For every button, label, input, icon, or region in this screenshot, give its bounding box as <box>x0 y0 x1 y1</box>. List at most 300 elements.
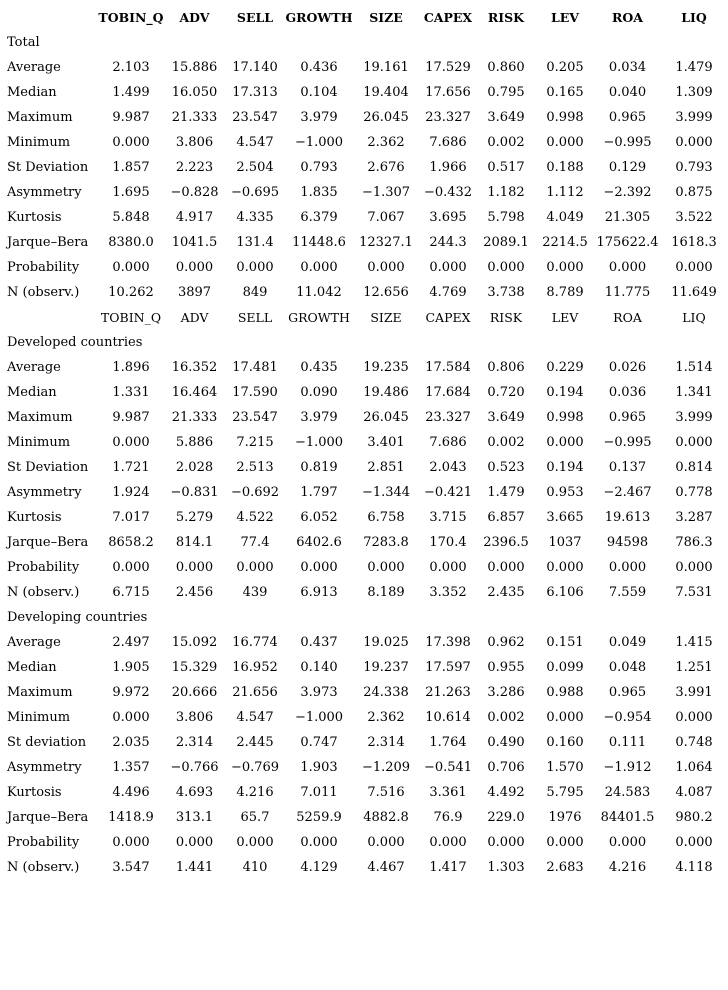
cell-lev: 0.000 <box>546 560 584 575</box>
cell-size: 7.516 <box>367 785 405 800</box>
cell-capex: 76.9 <box>433 810 463 825</box>
column-header-growth: GROWTH <box>285 10 353 25</box>
cell-tobin-q: 0.000 <box>112 560 150 575</box>
row-label: Probability <box>7 835 80 850</box>
cell-roa: 0.129 <box>608 160 647 175</box>
table-row <box>0 630 728 655</box>
cell-lev: 0.099 <box>546 660 584 675</box>
cell-roa: 0.000 <box>608 260 647 275</box>
cell-roa: −2.392 <box>603 185 652 200</box>
column-header-growth: GROWTH <box>288 310 350 325</box>
cell-size: 24.338 <box>363 685 409 700</box>
cell-roa: 0.000 <box>608 835 647 850</box>
cell-growth: 0.000 <box>300 560 338 575</box>
cell-liq: 1.251 <box>675 660 713 675</box>
cell-liq: 1.064 <box>675 760 713 775</box>
table-row <box>0 405 728 430</box>
cell-lev: 0.151 <box>546 635 584 650</box>
cell-sell: 17.481 <box>232 360 278 375</box>
cell-tobin-q: 0.000 <box>112 710 150 725</box>
cell-lev: 0.160 <box>546 735 584 750</box>
cell-adv: 16.352 <box>171 360 218 375</box>
cell-capex: 3.715 <box>429 510 467 525</box>
cell-sell: 77.4 <box>240 535 270 550</box>
cell-risk: 0.000 <box>487 260 525 275</box>
cell-lev: 1037 <box>548 535 582 550</box>
cell-size: 7.067 <box>367 210 405 225</box>
cell-risk: 3.649 <box>487 410 525 425</box>
cell-lev: 0.000 <box>546 835 584 850</box>
cell-adv: 16.050 <box>171 85 218 100</box>
cell-liq: 1.309 <box>675 85 713 100</box>
cell-tobin-q: 3.547 <box>112 860 150 875</box>
cell-growth: 0.819 <box>300 460 338 475</box>
cell-lev: 1.570 <box>546 760 584 775</box>
cell-sell: 849 <box>242 285 268 300</box>
cell-size: 19.237 <box>363 660 409 675</box>
cell-capex: 17.656 <box>425 85 471 100</box>
cell-growth: 0.436 <box>300 60 338 75</box>
cell-capex: −0.421 <box>423 485 473 500</box>
column-header-liq: LIQ <box>682 310 706 325</box>
table-row <box>0 480 728 505</box>
cell-adv: 21.333 <box>171 410 218 425</box>
cell-adv: 0.000 <box>175 560 214 575</box>
cell-sell: 65.7 <box>240 810 270 825</box>
cell-tobin-q: 4.496 <box>112 785 150 800</box>
row-label: Average <box>7 635 61 650</box>
cell-capex: 17.684 <box>425 385 471 400</box>
cell-sell: 2.504 <box>236 160 274 175</box>
cell-sell: −0.692 <box>230 485 280 500</box>
cell-sell: −0.769 <box>230 760 280 775</box>
cell-risk: 2089.1 <box>483 235 529 250</box>
cell-growth: 1.903 <box>300 760 338 775</box>
cell-adv: 15.092 <box>171 635 218 650</box>
cell-growth: 6.052 <box>300 510 338 525</box>
cell-sell: 2.445 <box>236 735 274 750</box>
cell-roa: 21.305 <box>604 210 651 225</box>
cell-sell: 16.952 <box>232 660 278 675</box>
cell-liq: 0.875 <box>675 185 713 200</box>
cell-risk: 0.490 <box>487 735 525 750</box>
table-row <box>0 580 728 605</box>
table-row <box>0 855 728 880</box>
cell-roa: 11.775 <box>604 285 651 300</box>
cell-risk: 1.182 <box>487 185 525 200</box>
cell-lev: 0.000 <box>546 135 584 150</box>
cell-adv: 814.1 <box>175 535 214 550</box>
table-row <box>0 105 728 130</box>
cell-liq: 1.341 <box>675 385 713 400</box>
cell-growth: 3.973 <box>300 685 338 700</box>
cell-roa: 0.048 <box>608 660 647 675</box>
cell-tobin-q: 1.924 <box>112 485 150 500</box>
cell-adv: 2.456 <box>175 585 214 600</box>
cell-size: 26.045 <box>363 410 409 425</box>
cell-liq: 0.778 <box>675 485 713 500</box>
cell-tobin-q: 1.499 <box>112 85 150 100</box>
cell-capex: 4.769 <box>429 285 467 300</box>
cell-capex: 21.263 <box>425 685 471 700</box>
cell-liq: 0.000 <box>675 710 713 725</box>
column-header-tobin-q: TOBIN_Q <box>98 10 164 25</box>
cell-liq: 0.000 <box>675 260 713 275</box>
cell-tobin-q: 6.715 <box>112 585 150 600</box>
cell-risk: 0.860 <box>487 60 525 75</box>
row-label: Probability <box>7 560 80 575</box>
cell-size: 2.851 <box>367 460 405 475</box>
cell-growth: 6.913 <box>300 585 338 600</box>
column-header-capex: CAPEX <box>425 310 471 325</box>
cell-adv: 20.666 <box>171 685 218 700</box>
cell-risk: 0.523 <box>487 460 525 475</box>
cell-lev: 0.229 <box>546 360 584 375</box>
cell-sell: 4.522 <box>236 510 274 525</box>
cell-tobin-q: 1.721 <box>112 460 150 475</box>
cell-tobin-q: 8380.0 <box>108 235 154 250</box>
table-row <box>0 205 728 230</box>
cell-tobin-q: 1.857 <box>112 160 150 175</box>
section-title: Developed countries <box>7 335 143 350</box>
cell-capex: 0.000 <box>429 260 467 275</box>
cell-roa: 0.034 <box>608 60 647 75</box>
cell-liq: 0.000 <box>675 835 713 850</box>
row-label: St Deviation <box>7 160 89 175</box>
row-label: Maximum <box>7 410 73 425</box>
cell-roa: −2.467 <box>603 485 652 500</box>
table-row <box>0 780 728 805</box>
section-title: Total <box>7 35 40 50</box>
cell-risk: 229.0 <box>487 810 525 825</box>
cell-lev: 2.683 <box>546 860 584 875</box>
cell-lev: 0.998 <box>546 410 584 425</box>
cell-capex: 3.361 <box>429 785 467 800</box>
cell-adv: 4.917 <box>175 210 214 225</box>
cell-roa: 0.000 <box>608 560 647 575</box>
cell-tobin-q: 1418.9 <box>108 810 154 825</box>
cell-growth: 0.435 <box>300 360 338 375</box>
cell-roa: 0.137 <box>608 460 647 475</box>
cell-liq: 0.000 <box>675 435 713 450</box>
table-row <box>0 155 728 180</box>
cell-roa: 94598 <box>606 535 649 550</box>
cell-size: 19.404 <box>363 85 409 100</box>
cell-capex: 10.614 <box>425 710 471 725</box>
cell-sell: 4.335 <box>236 210 274 225</box>
cell-adv: 16.464 <box>171 385 218 400</box>
header-spacer <box>0 305 98 330</box>
cell-size: 0.000 <box>367 835 405 850</box>
row-label: Jarque–Bera <box>7 235 89 250</box>
cell-risk: 0.706 <box>487 760 525 775</box>
cell-lev: 0.000 <box>546 710 584 725</box>
cell-lev: 0.000 <box>546 260 584 275</box>
column-header-roa: ROA <box>612 10 643 25</box>
cell-size: −1.307 <box>361 185 411 200</box>
cell-lev: 8.789 <box>546 285 584 300</box>
cell-growth: −1.000 <box>294 710 344 725</box>
cell-risk: 1.479 <box>487 485 525 500</box>
cell-lev: 4.049 <box>546 210 584 225</box>
cell-liq: 786.3 <box>675 535 713 550</box>
cell-roa: −0.995 <box>603 435 652 450</box>
column-header-size: SIZE <box>369 10 403 25</box>
cell-liq: 3.999 <box>675 410 713 425</box>
cell-capex: 17.529 <box>425 60 471 75</box>
cell-lev: 0.194 <box>546 385 584 400</box>
cell-growth: 1.835 <box>300 185 338 200</box>
row-label: Jarque–Bera <box>7 535 89 550</box>
cell-adv: 2.314 <box>175 735 214 750</box>
cell-size: 8.189 <box>367 585 405 600</box>
table-row <box>0 755 728 780</box>
cell-capex: 23.327 <box>425 110 471 125</box>
cell-risk: 0.720 <box>487 385 525 400</box>
table-row <box>0 705 728 730</box>
cell-roa: 4.216 <box>608 860 647 875</box>
cell-lev: 2214.5 <box>542 235 588 250</box>
cell-growth: 0.747 <box>300 735 338 750</box>
cell-risk: 4.492 <box>487 785 525 800</box>
cell-liq: 4.118 <box>675 860 713 875</box>
cell-risk: 3.649 <box>487 110 525 125</box>
cell-roa: 0.049 <box>608 635 647 650</box>
cell-size: 4.467 <box>367 860 405 875</box>
cell-size: 3.401 <box>367 435 405 450</box>
cell-capex: 7.686 <box>429 135 467 150</box>
cell-adv: −0.766 <box>170 760 219 775</box>
cell-tobin-q: 1.357 <box>112 760 150 775</box>
cell-lev: 0.988 <box>546 685 584 700</box>
cell-roa: 0.111 <box>608 735 647 750</box>
cell-liq: 4.087 <box>675 785 713 800</box>
cell-growth: 0.437 <box>300 635 338 650</box>
row-label: N (observ.) <box>7 285 80 300</box>
cell-size: 19.025 <box>363 635 409 650</box>
cell-capex: 7.686 <box>429 435 467 450</box>
cell-sell: 439 <box>242 585 268 600</box>
cell-adv: 2.223 <box>175 160 214 175</box>
section-header-row <box>0 330 728 355</box>
table-row <box>0 505 728 530</box>
table-row <box>0 455 728 480</box>
cell-risk: 2.435 <box>487 585 525 600</box>
column-header-liq: LIQ <box>681 10 707 25</box>
column-header-row <box>0 5 728 30</box>
table-row <box>0 805 728 830</box>
cell-adv: 0.000 <box>175 260 214 275</box>
cell-lev: 0.000 <box>546 435 584 450</box>
table-row <box>0 355 728 380</box>
cell-roa: 24.583 <box>604 785 651 800</box>
cell-adv: 15.329 <box>171 660 218 675</box>
cell-size: 6.758 <box>367 510 405 525</box>
cell-lev: 0.165 <box>546 85 584 100</box>
cell-tobin-q: 0.000 <box>112 835 150 850</box>
cell-risk: 0.955 <box>487 660 525 675</box>
column-header-tobin-q: TOBIN_Q <box>100 310 162 325</box>
table-row <box>0 130 728 155</box>
table-row <box>0 230 728 255</box>
cell-sell: 21.656 <box>232 685 278 700</box>
cell-growth: 6.379 <box>300 210 338 225</box>
cell-size: 26.045 <box>363 110 409 125</box>
cell-sell: 17.590 <box>232 385 278 400</box>
row-label: Kurtosis <box>7 785 62 800</box>
column-header-adv: ADV <box>179 10 210 25</box>
cell-growth: 0.000 <box>300 260 338 275</box>
cell-capex: 244.3 <box>429 235 467 250</box>
row-label: Maximum <box>7 110 73 125</box>
column-header-adv: ADV <box>180 310 209 325</box>
column-header-roa: ROA <box>613 310 642 325</box>
cell-sell: 410 <box>242 860 268 875</box>
column-header-lev: LEV <box>550 10 579 25</box>
table-row <box>0 680 728 705</box>
cell-tobin-q: 9.987 <box>112 410 150 425</box>
row-label: Average <box>7 360 61 375</box>
cell-liq: 0.793 <box>675 160 713 175</box>
row-label: St deviation <box>7 735 87 750</box>
table-row <box>0 830 728 855</box>
row-label: St Deviation <box>7 460 89 475</box>
section-header-row <box>0 605 728 630</box>
cell-adv: 2.028 <box>175 460 214 475</box>
cell-roa: 0.036 <box>608 385 647 400</box>
cell-sell: 17.140 <box>232 60 278 75</box>
cell-tobin-q: 1.896 <box>112 360 150 375</box>
cell-adv: −0.831 <box>170 485 219 500</box>
cell-roa: 175622.4 <box>596 235 659 250</box>
cell-growth: 11.042 <box>296 285 342 300</box>
section-title: Developing countries <box>7 610 148 625</box>
cell-sell: −0.695 <box>230 185 280 200</box>
table-row <box>0 255 728 280</box>
cell-roa: 0.965 <box>608 410 647 425</box>
cell-risk: 0.002 <box>487 135 525 150</box>
cell-capex: 17.584 <box>425 360 471 375</box>
cell-capex: 170.4 <box>429 535 467 550</box>
cell-adv: 1041.5 <box>171 235 218 250</box>
cell-size: 2.362 <box>367 710 405 725</box>
cell-lev: 3.665 <box>546 510 584 525</box>
cell-growth: 0.000 <box>300 835 338 850</box>
cell-size: 0.000 <box>367 560 405 575</box>
cell-liq: 1618.3 <box>671 235 717 250</box>
cell-capex: 2.043 <box>429 460 467 475</box>
cell-risk: 0.000 <box>487 560 525 575</box>
cell-liq: 1.514 <box>675 360 713 375</box>
cell-risk: 0.000 <box>487 835 525 850</box>
cell-growth: 0.140 <box>300 660 338 675</box>
cell-tobin-q: 0.000 <box>112 435 150 450</box>
cell-adv: 4.693 <box>175 785 214 800</box>
cell-size: 0.000 <box>367 260 405 275</box>
cell-risk: 0.962 <box>487 635 525 650</box>
cell-sell: 4.547 <box>236 710 274 725</box>
cell-tobin-q: 2.103 <box>112 60 150 75</box>
cell-liq: 1.479 <box>675 60 713 75</box>
cell-capex: −0.541 <box>423 760 473 775</box>
row-label: Median <box>7 385 57 400</box>
cell-tobin-q: 0.000 <box>112 135 150 150</box>
cell-growth: 4.129 <box>300 860 338 875</box>
table-row <box>0 180 728 205</box>
cell-liq: 3.522 <box>675 210 713 225</box>
cell-adv: 1.441 <box>175 860 214 875</box>
cell-liq: 980.2 <box>675 810 713 825</box>
cell-tobin-q: 8658.2 <box>108 535 154 550</box>
cell-capex: 3.352 <box>429 585 467 600</box>
cell-growth: 0.104 <box>300 85 338 100</box>
cell-roa: −0.995 <box>603 135 652 150</box>
cell-roa: −0.954 <box>603 710 652 725</box>
row-label: Kurtosis <box>7 510 62 525</box>
cell-risk: 0.517 <box>487 160 525 175</box>
cell-sell: 4.547 <box>236 135 274 150</box>
table-body <box>0 5 728 880</box>
cell-liq: 0.748 <box>675 735 713 750</box>
cell-tobin-q: 2.497 <box>112 635 150 650</box>
cell-risk: 0.002 <box>487 710 525 725</box>
cell-roa: 19.613 <box>604 510 651 525</box>
cell-sell: 17.313 <box>232 85 278 100</box>
table-row <box>0 555 728 580</box>
cell-capex: 3.695 <box>429 210 467 225</box>
cell-lev: 1.112 <box>546 185 584 200</box>
cell-size: −1.209 <box>361 760 411 775</box>
row-label: Median <box>7 85 57 100</box>
cell-liq: 0.000 <box>675 135 713 150</box>
row-label: Kurtosis <box>7 210 62 225</box>
column-header-sell: SELL <box>237 310 273 325</box>
table-row <box>0 655 728 680</box>
table-row <box>0 55 728 80</box>
cell-roa: 0.965 <box>608 685 647 700</box>
cell-growth: 3.979 <box>300 410 338 425</box>
cell-size: 2.314 <box>367 735 405 750</box>
cell-adv: 3897 <box>177 285 212 300</box>
cell-adv: 21.333 <box>171 110 218 125</box>
cell-adv: 5.279 <box>175 510 214 525</box>
cell-sell: 4.216 <box>236 785 274 800</box>
row-label: Maximum <box>7 685 73 700</box>
cell-tobin-q: 2.035 <box>112 735 150 750</box>
cell-risk: 0.002 <box>487 435 525 450</box>
cell-adv: 3.806 <box>175 710 214 725</box>
cell-size: 4882.8 <box>363 810 409 825</box>
cell-risk: 2396.5 <box>483 535 529 550</box>
cell-lev: 5.795 <box>546 785 584 800</box>
cell-sell: 7.215 <box>236 435 274 450</box>
cell-risk: 0.806 <box>487 360 525 375</box>
cell-sell: 2.513 <box>236 460 274 475</box>
cell-tobin-q: 1.695 <box>112 185 150 200</box>
cell-sell: 0.000 <box>236 835 274 850</box>
cell-growth: 0.793 <box>300 160 338 175</box>
cell-growth: 6402.6 <box>296 535 342 550</box>
table-row <box>0 80 728 105</box>
row-label: Asymmetry <box>7 760 82 775</box>
cell-sell: 0.000 <box>236 260 274 275</box>
cell-risk: 3.286 <box>487 685 525 700</box>
cell-sell: 23.547 <box>232 410 278 425</box>
table-row <box>0 430 728 455</box>
header-spacer <box>0 5 98 30</box>
cell-size: 7283.8 <box>363 535 409 550</box>
cell-growth: −1.000 <box>294 135 344 150</box>
